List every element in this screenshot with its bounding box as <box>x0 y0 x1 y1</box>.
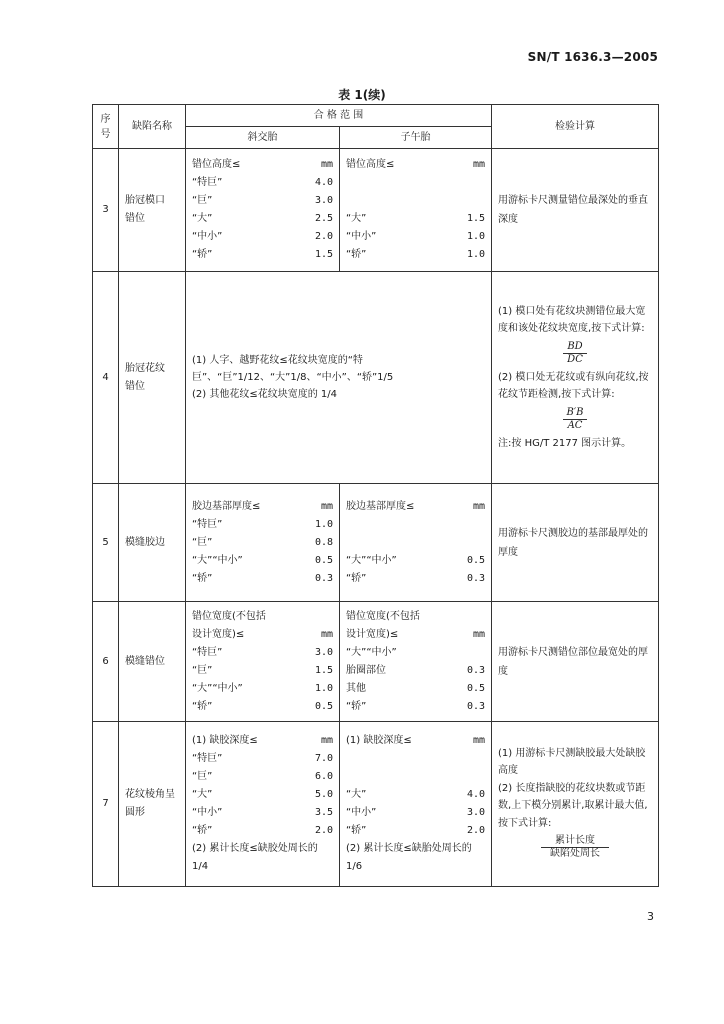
defect-name: 胎冠模口 错位 <box>119 149 186 272</box>
value-label: “轿” <box>346 572 367 584</box>
value-label: 错位宽度(不包括 <box>192 610 266 622</box>
value-number: 0.3 <box>466 700 486 712</box>
value-line <box>346 156 485 174</box>
value-number: 4.0 <box>314 177 333 188</box>
value-number: mm <box>472 159 486 170</box>
value-line <box>346 534 485 552</box>
value-label: “轿” <box>346 825 367 836</box>
value-line <box>192 516 333 534</box>
value-number: mm <box>472 628 486 640</box>
fraction-num: 累计长度 <box>555 835 596 847</box>
value-number: mm <box>472 735 486 746</box>
value-label: 1/6 <box>346 861 363 872</box>
defect-name: 胎冠花纹 错位 <box>119 272 186 484</box>
value-line <box>192 156 333 174</box>
fraction-length-ratio <box>498 835 652 860</box>
value-label: “轿” <box>192 700 213 712</box>
value-label: “巨” <box>192 771 213 782</box>
value-line <box>346 246 485 264</box>
value-label: 设计宽度)≤ <box>346 628 399 640</box>
method-part2: (2) 模口处无花纹或有纵向花纹,按花纹节距检测,按下式计算: <box>498 371 649 401</box>
value-label: “巨” <box>192 195 213 206</box>
value-line <box>346 498 485 516</box>
value-label: “大”“中小” <box>346 646 397 658</box>
row-number: 7 <box>93 722 119 887</box>
value-label: (2) 累计长度≤缺胎处周长的 <box>346 843 472 854</box>
value-line <box>192 246 333 264</box>
value-line <box>346 174 485 192</box>
method-text: 用游标卡尺测量错位最深处的垂直深度 <box>492 149 659 272</box>
value-number: 1.0 <box>314 682 333 694</box>
method-text: 用游标卡尺测错位部位最宽处的厚度 <box>492 602 659 722</box>
value-label: “巨” <box>192 536 213 548</box>
value-line <box>192 174 333 192</box>
value-line <box>192 626 333 644</box>
value-label: 其他 <box>346 682 366 694</box>
radial-values <box>340 602 492 722</box>
value-label: “巨” <box>192 664 213 676</box>
value-number: 1.0 <box>466 231 486 242</box>
value-number: 0.5 <box>466 682 486 694</box>
value-number: 1.5 <box>314 664 333 676</box>
value-label: “中小” <box>192 807 223 818</box>
value-line <box>346 662 485 680</box>
value-line <box>346 210 485 228</box>
table-row <box>93 602 659 722</box>
value-label: “轿” <box>346 249 367 260</box>
value-number: 0.5 <box>314 700 333 712</box>
defect-name: 模缝胶边 <box>119 484 186 602</box>
value-number: 1.5 <box>314 249 333 260</box>
value-line <box>346 516 485 534</box>
value-label: (2) 累计长度≤缺胶处周长的 <box>192 843 318 854</box>
value-number: 3.0 <box>314 646 333 658</box>
value-label: “特巨” <box>192 177 223 188</box>
fraction-den: DC <box>563 353 587 366</box>
value-line <box>192 608 333 626</box>
bias-values <box>186 602 340 722</box>
fraction-num: B′B <box>566 406 584 418</box>
value-line <box>346 608 485 626</box>
value-number: 6.0 <box>314 771 333 782</box>
value-label: “轿” <box>346 700 367 712</box>
value-number: 2.0 <box>466 825 486 836</box>
value-number: mm <box>320 628 333 640</box>
method-part1: (1) 模口处有花纹块测错位最大宽度和该处花纹块宽度,按下式计算: <box>498 305 646 335</box>
value-line <box>192 228 333 246</box>
value-line <box>192 732 333 750</box>
value-line <box>192 698 333 716</box>
value-line <box>192 552 333 570</box>
value-number: 1.5 <box>466 213 486 224</box>
value-line <box>346 804 485 822</box>
table-row <box>93 272 659 484</box>
row-number: 6 <box>93 602 119 722</box>
value-line <box>192 858 333 876</box>
value-label: “特巨” <box>192 646 223 658</box>
col-header-no: 序 号 <box>93 105 119 149</box>
table-row <box>93 722 659 887</box>
value-line <box>192 210 333 228</box>
row-number: 3 <box>93 149 119 272</box>
value-number: 1.0 <box>466 249 486 260</box>
value-label: 胶边基部厚度≤ <box>346 500 415 512</box>
col-header-method: 检验计算 <box>492 105 659 149</box>
value-label: 设计宽度)≤ <box>192 628 245 640</box>
value-number: 0.5 <box>466 554 486 566</box>
value-number: 3.0 <box>314 195 333 206</box>
value-label: “轿” <box>192 572 213 584</box>
value-line <box>346 570 485 588</box>
value-line <box>192 804 333 822</box>
standard-code: SN/T 1636.3—2005 <box>527 50 658 64</box>
method-cell <box>492 272 659 484</box>
value-label: 胎圈部位 <box>346 664 386 676</box>
value-line <box>192 192 333 210</box>
value-label: (1) 缺胶深度≤ <box>346 735 412 746</box>
radial-values <box>340 484 492 602</box>
value-label: “中小” <box>192 231 223 242</box>
value-line <box>192 768 333 786</box>
value-line <box>192 570 333 588</box>
value-line <box>346 750 485 768</box>
value-line <box>346 228 485 246</box>
value-label: 错位高度≤ <box>346 159 395 170</box>
value-line <box>346 840 485 858</box>
value-number: 2.5 <box>314 213 333 224</box>
value-label: 错位宽度(不包括 <box>346 610 420 622</box>
value-number: 3.0 <box>466 807 486 818</box>
value-label: “中小” <box>346 231 377 242</box>
bias-values <box>186 484 340 602</box>
value-line <box>192 534 333 552</box>
value-number: 5.0 <box>314 789 333 800</box>
value-label: “大”“中小” <box>192 554 243 566</box>
value-line <box>346 192 485 210</box>
col-header-defect: 缺陷名称 <box>119 105 186 149</box>
fraction-den: 缺陷处周长 <box>541 847 609 860</box>
value-label: “大” <box>346 213 367 224</box>
method-text: (1) 用游标卡尺测缺胶最大处缺胶高度 (2) 长度指缺胶的花纹块数或节距数,上下模分别累计,取累计最大值,按下式计算: <box>498 747 648 829</box>
value-line <box>346 644 485 662</box>
page-number: 3 <box>647 910 654 923</box>
fraction-bb-ac <box>498 407 652 432</box>
value-number: mm <box>320 500 333 512</box>
header-row <box>93 105 659 127</box>
value-number: 3.5 <box>314 807 333 818</box>
value-number: mm <box>320 159 333 170</box>
value-label: “大”“中小” <box>346 554 397 566</box>
value-label: 胶边基部厚度≤ <box>192 500 261 512</box>
bias-values <box>186 722 340 887</box>
value-line <box>192 750 333 768</box>
value-line <box>192 498 333 516</box>
value-number: 4.0 <box>466 789 486 800</box>
value-number: mm <box>472 500 486 512</box>
value-line <box>346 786 485 804</box>
col-header-radial: 子午胎 <box>340 127 492 149</box>
value-line <box>346 552 485 570</box>
value-number: 2.0 <box>314 231 333 242</box>
value-line <box>346 626 485 644</box>
value-line <box>192 662 333 680</box>
value-label: “大”“中小” <box>192 682 243 694</box>
fraction-den: AC <box>563 419 587 432</box>
value-label: (1) 缺胶深度≤ <box>192 735 258 746</box>
col-header-bias: 斜交胎 <box>186 127 340 149</box>
value-number: 0.8 <box>314 536 333 548</box>
value-label: “中小” <box>346 807 377 818</box>
fraction-bd-dc <box>498 341 652 366</box>
value-label: “特巨” <box>192 518 223 530</box>
value-line <box>192 680 333 698</box>
value-line <box>192 822 333 840</box>
value-line <box>346 768 485 786</box>
value-label: “轿” <box>192 825 213 836</box>
fraction-num: BD <box>567 340 583 352</box>
value-label: “大” <box>192 213 213 224</box>
method-note: 注:按 HG/T 2177 图示计算。 <box>498 437 632 449</box>
defect-name: 模缝错位 <box>119 602 186 722</box>
row-number: 4 <box>93 272 119 484</box>
value-number: mm <box>320 735 333 746</box>
value-number: 0.3 <box>466 664 486 676</box>
value-line <box>346 680 485 698</box>
value-label: “轿” <box>192 249 213 260</box>
table-row <box>93 149 659 272</box>
merged-range: (1) 人字、越野花纹≤花纹块宽度的“特巨”、“巨”1/12、“大”1/8、“中小”、“轿”1/5 (2) 其他花纹≤花纹块宽度的 1/4 <box>186 272 492 484</box>
value-label: 错位高度≤ <box>192 159 241 170</box>
method-cell <box>492 722 659 887</box>
value-number: 1.0 <box>314 518 333 530</box>
value-line <box>346 732 485 750</box>
value-number: 0.3 <box>466 572 486 584</box>
value-number: 2.0 <box>314 825 333 836</box>
value-label: “大” <box>346 789 367 800</box>
value-number: 0.3 <box>314 572 333 584</box>
value-label: 1/4 <box>192 861 209 872</box>
radial-values <box>340 722 492 887</box>
value-line <box>346 698 485 716</box>
value-line <box>346 822 485 840</box>
bias-values <box>186 149 340 272</box>
table-row <box>93 484 659 602</box>
row-number: 5 <box>93 484 119 602</box>
value-label: “大” <box>192 789 213 800</box>
value-line <box>346 858 485 876</box>
value-number: 0.5 <box>314 554 333 566</box>
value-label: “特巨” <box>192 753 223 764</box>
value-number: 7.0 <box>314 753 333 764</box>
value-line <box>192 644 333 662</box>
defect-name: 花纹棱角呈 圆形 <box>119 722 186 887</box>
method-text: 用游标卡尺测胶边的基部最厚处的厚度 <box>492 484 659 602</box>
value-line <box>192 840 333 858</box>
value-line <box>192 786 333 804</box>
table-caption: 表 1(续) <box>338 88 386 102</box>
spec-table <box>92 104 659 887</box>
col-header-qualified: 合 格 范 围 <box>186 105 492 127</box>
radial-values <box>340 149 492 272</box>
